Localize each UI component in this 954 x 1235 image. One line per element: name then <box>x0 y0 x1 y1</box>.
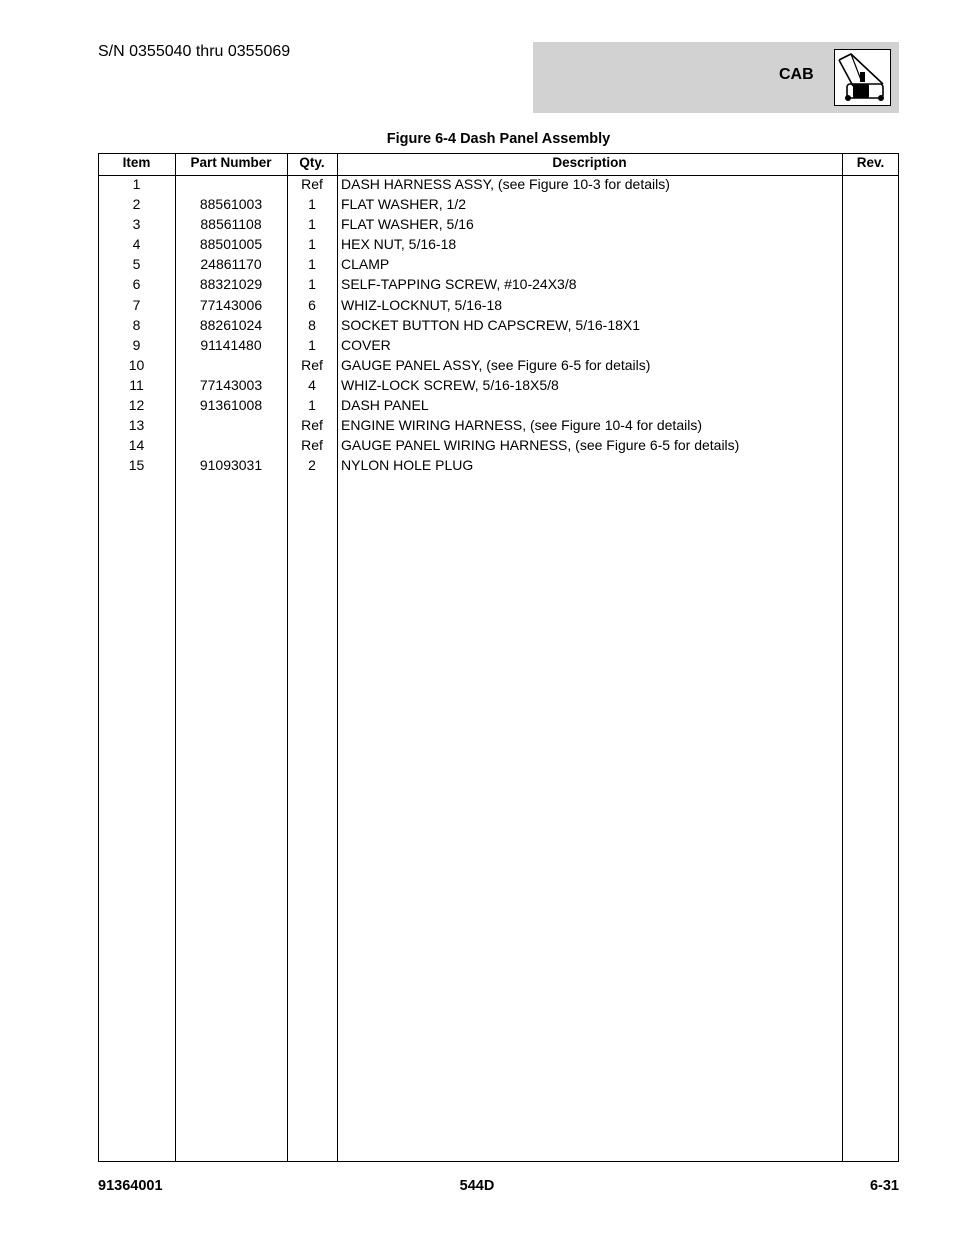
table-row <box>98 274 899 294</box>
qty-cell: 1 <box>308 397 316 414</box>
description-cell: FLAT WASHER, 1/2 <box>341 196 466 213</box>
part-number-cell: 91141480 <box>200 336 262 353</box>
section-label: CAB <box>779 66 814 83</box>
part-number-cell: 91093031 <box>199 457 263 474</box>
page-number: 6-31 <box>869 1178 899 1194</box>
column-header-rev: Rev. <box>856 155 885 170</box>
table-row <box>98 395 899 415</box>
description-cell: CLAMP <box>341 256 390 273</box>
qty-cell: 1 <box>308 256 316 273</box>
part-number-cell: 88261024 <box>199 316 263 333</box>
description-cell: HEX NUT, 5/16-18 <box>341 236 457 253</box>
table-row <box>98 234 899 254</box>
item-cell: 13 <box>128 417 145 434</box>
table-row <box>98 295 899 315</box>
table-row <box>98 435 899 455</box>
part-number-cell: 24861170 <box>200 256 262 273</box>
item-cell: 9 <box>132 336 141 353</box>
table-row <box>98 355 899 375</box>
part-number-cell: 77143006 <box>199 296 263 313</box>
description-cell: SOCKET BUTTON HD CAPSCREW, 5/16-18X1 <box>341 316 641 333</box>
table-body <box>98 174 899 475</box>
table-row <box>98 335 899 355</box>
item-cell: 14 <box>128 437 145 454</box>
qty-cell: 1 <box>308 336 316 353</box>
description-cell: COVER <box>341 336 391 353</box>
description-cell: WHIZ-LOCK SCREW, 5/16-18X5/8 <box>341 376 559 393</box>
item-cell: 8 <box>132 316 141 333</box>
qty-cell: 2 <box>308 457 316 474</box>
item-cell: 11 <box>129 376 144 393</box>
item-cell: 4 <box>132 236 141 253</box>
table-row <box>98 455 899 475</box>
part-number-cell: 88561108 <box>200 216 262 233</box>
qty-cell: 4 <box>308 376 316 393</box>
table-row <box>98 214 899 234</box>
qty-cell: Ref <box>301 437 323 454</box>
model-number: 544D <box>459 1178 495 1194</box>
description-cell: DASH PANEL <box>341 397 429 414</box>
qty-cell: 1 <box>308 216 316 233</box>
item-cell: 7 <box>132 296 141 313</box>
description-cell: GAUGE PANEL WIRING HARNESS, (see Figure 6-5 for details) <box>341 437 740 454</box>
column-header-part-number: Part Number <box>190 155 272 170</box>
description-cell: ENGINE WIRING HARNESS, (see Figure 10-4 for details) <box>341 417 702 434</box>
description-cell: FLAT WASHER, 5/16 <box>341 216 474 233</box>
column-header-description: Description <box>552 155 627 170</box>
qty-cell: 8 <box>308 316 316 333</box>
serial-range: S/N 0355040 thru 0355069 <box>98 43 291 60</box>
table-row <box>98 254 899 274</box>
description-cell: NYLON HOLE PLUG <box>341 457 474 474</box>
item-cell: 6 <box>132 276 141 293</box>
table-row <box>98 315 899 335</box>
qty-cell: 1 <box>308 276 316 293</box>
part-number-cell: 88561003 <box>199 196 263 213</box>
part-number-cell: 77143003 <box>199 376 263 393</box>
item-cell: 10 <box>128 356 145 373</box>
item-cell: 1 <box>132 176 141 192</box>
description-cell: GAUGE PANEL ASSY, (see Figure 6-5 for details) <box>341 356 651 373</box>
item-cell: 3 <box>132 216 141 233</box>
description-cell: SELF-TAPPING SCREW, #10-24X3/8 <box>341 276 577 293</box>
table-row <box>98 375 899 395</box>
qty-cell: 1 <box>308 236 316 253</box>
description-cell: WHIZ-LOCKNUT, 5/16-18 <box>341 296 503 313</box>
qty-cell: 6 <box>308 296 316 313</box>
column-header-qty: Qty. <box>299 155 325 170</box>
part-number-cell: 88321029 <box>199 276 263 293</box>
table-row <box>98 174 899 194</box>
doc-number: 91364001 <box>98 1178 163 1194</box>
part-number-cell: 88501005 <box>199 236 263 253</box>
figure-title: Figure 6-4 Dash Panel Assembly <box>386 131 611 147</box>
part-number-cell: 91361008 <box>199 397 263 414</box>
column-header-item: Item <box>122 155 151 170</box>
qty-cell: Ref <box>301 356 323 373</box>
qty-cell: Ref <box>301 176 323 192</box>
qty-cell: Ref <box>301 417 323 434</box>
item-cell: 2 <box>132 196 141 213</box>
item-cell: 15 <box>128 457 145 474</box>
description-cell: DASH HARNESS ASSY, (see Figure 10-3 for details) <box>341 176 670 192</box>
table-row <box>98 415 899 435</box>
loader-cab-icon <box>834 49 891 106</box>
qty-cell: 1 <box>308 196 316 213</box>
item-cell: 12 <box>128 397 145 414</box>
table-row <box>98 194 899 214</box>
item-cell: 5 <box>132 256 141 273</box>
